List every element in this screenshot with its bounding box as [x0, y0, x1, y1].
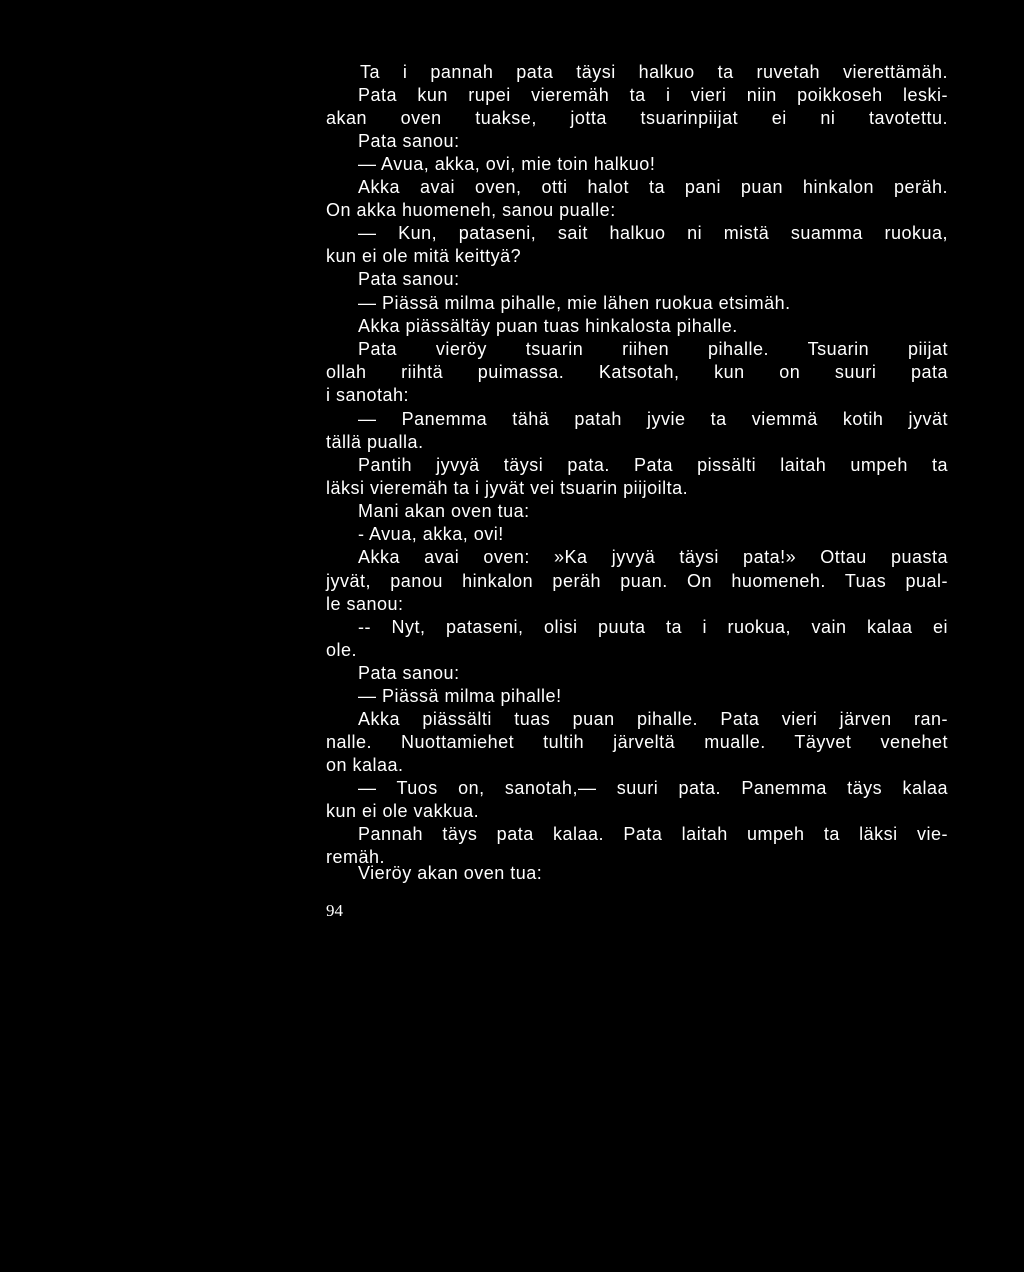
text-line: Akka avai oven, otti halot ta pani puan hinkalon peräh.: [358, 177, 948, 197]
text-line: ole.: [326, 640, 358, 660]
text-line: Pannah täys pata kalaa. Pata laitah umpeh ta läksi vie-: [358, 824, 948, 844]
text-line: — Piässä milma pihalle!: [358, 686, 562, 706]
text-line: nalle. Nuottamiehet tultih järveltä mualle. Täyvet venehet: [326, 732, 948, 752]
text-line: Pantih jyvyä täysi pata. Pata pissälti laitah umpeh ta: [358, 455, 948, 475]
text-line: — Avua, akka, ovi, mie toin halkuo!: [358, 154, 656, 174]
text-line: Pata sanou:: [358, 269, 460, 289]
text-line: on kalaa.: [326, 755, 404, 775]
text-line: Mani akan oven tua:: [358, 501, 530, 521]
text-line: Akka piässälti tuas puan pihalle. Pata vieri järven ran-: [358, 709, 948, 729]
text-line: - Avua, akka, ovi!: [358, 524, 504, 544]
text-line: — Kun, pataseni, sait halkuo ni mistä suamma ruokua,: [358, 223, 948, 243]
text-line: Akka piässältäy puan tuas hinkalosta pihalle.: [358, 316, 738, 336]
text-line: remäh.: [326, 847, 386, 867]
text-line: — Piässä milma pihalle, mie lähen ruokua etsimäh.: [358, 293, 791, 313]
text-line: akan oven tuakse, jotta tsuarinpiijat ei ni tavotettu.: [326, 108, 948, 128]
text-line: — Panemma tähä patah jyvie ta viemmä kotih jyvät: [358, 409, 948, 429]
text-line: Akka avai oven: »Ka jyvyä täysi pata!» Ottau puasta: [358, 547, 948, 567]
text-line: -- Nyt, pataseni, olisi puuta ta i ruokua, vain kalaa ei: [358, 617, 948, 637]
text-line: — Tuos on, sanotah,— suuri pata. Panemma täys kalaa: [358, 778, 948, 798]
text-line: kun ei ole vakkua.: [326, 801, 480, 821]
text-line: Ta i pannah pata täysi halkuo ta ruvetah vierettämäh.: [360, 62, 948, 82]
text-line: On akka huomeneh, sanou pualle:: [326, 200, 616, 220]
text-line: ollah riihtä puimassa. Katsotah, kun on suuri pata: [326, 362, 948, 382]
text-line: kun ei ole mitä keittyä?: [326, 246, 522, 266]
text-line: Vieröy akan oven tua:: [358, 863, 543, 883]
text-line: le sanou:: [326, 594, 404, 614]
text-line: Pata kun rupei vieremäh ta i vieri niin poikkoseh leski-: [358, 85, 948, 105]
text-line: tällä pualla.: [326, 432, 424, 452]
text-line: läksi vieremäh ta i jyvät vei tsuarin piijoilta.: [326, 478, 689, 498]
text-line: Pata sanou:: [358, 663, 460, 683]
text-line: i sanotah:: [326, 385, 410, 405]
text-line: jyvät, panou hinkalon peräh puan. On huomeneh. Tuas pual-: [326, 571, 948, 591]
text-line: Pata vieröy tsuarin riihen pihalle. Tsuarin piijat: [358, 339, 948, 359]
text-line: Pata sanou:: [358, 131, 460, 151]
page-number: 94: [326, 901, 343, 920]
